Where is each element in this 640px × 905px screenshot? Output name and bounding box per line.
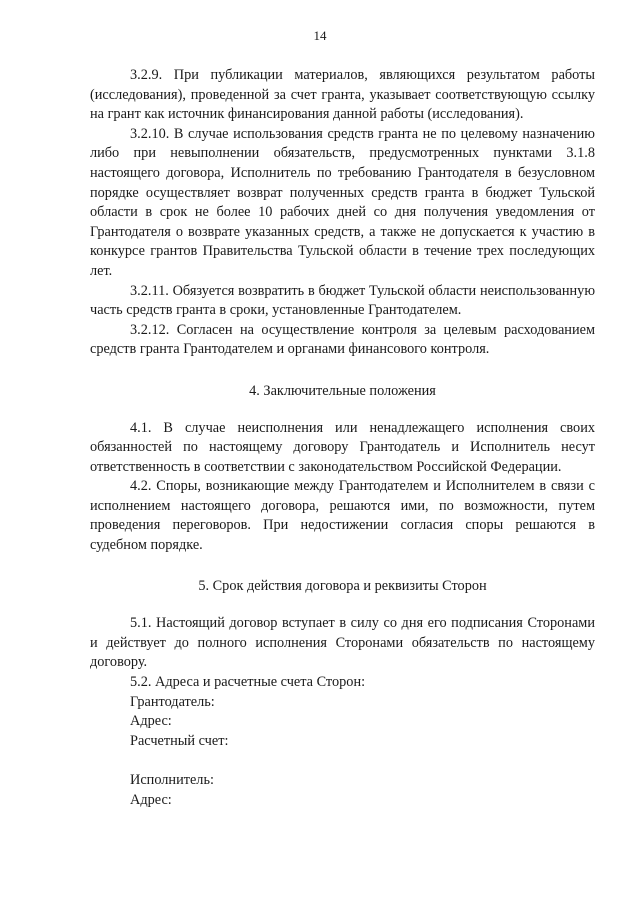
document-body [90,66,595,810]
clause-3-2-12: 3.2.12. Согласен на осуществление контроля за целевым расходованием средств гранта Грантодателем и органами финансового контроля. [90,321,595,358]
clause-4-2: 4.2. Споры, возникающие между Грантодателем и Исполнителем в связи с исполнением настоящего договора, решаются ими, по возможности, путем проведения переговоров. При недостижении согласия споры решаются в судебном порядке. [90,478,595,554]
executor-label: Исполнитель: [130,772,214,788]
executor-address-label: Адрес: [130,791,172,808]
clause-5-2: 5.2. Адреса и расчетные счета Сторон: [130,674,366,691]
grantor-address-label: Адрес: [130,713,172,730]
grantor-label: Грантодатель: [130,693,215,710]
clause-3-2-10: 3.2.10. В случае использования средств гранта не по целевому назначению либо при невыполнении обязательств, предусмотренных пунктами 3.1.8 настоящего договора, Исполнитель по требованию Грантодателя в безусловном порядке осуществляет возврат полученных средств гранта в бюджет Тульской области в срок не более 10 рабочих дней со дня получения уведомления от Грантодателя о возврате указанных средств, а также не допускается к участию в конкурсе грантов Правительства Тульской области в течение трех последующих лет. [90,125,595,279]
page-number: 14 [313,28,327,43]
clause-3-2-9: 3.2.9. При публикации материалов, являющихся результатом работы (исследования), проведенной за счет гранта, указывает соответствующую ссылку на грант как источник финансирования данной работы (исследования). [90,67,595,123]
clause-3-2-11: 3.2.11. Обязуется возвратить в бюджет Тульской области неиспользованную часть средств гранта в сроки, установленные Грантодателем. [90,282,595,319]
section-5-heading: 5. Срок действия договора и реквизиты Сторон [198,577,487,594]
section-4-heading: 4. Заключительные положения [249,382,436,399]
spacer [90,751,595,771]
grantor-account-label: Расчетный счет: [130,732,229,749]
clause-5-1: 5.1. Настоящий договор вступает в силу со дня его подписания Сторонами и действует до полного исполнения Сторонами обязательств по настоящему договору. [90,615,595,671]
clause-4-1: 4.1. В случае неисполнения или ненадлежащего исполнения своих обязанностей по настоящему договору Грантодатель и Исполнитель несут ответственность в соответствии с законодательством Российской Федерации. [90,419,595,475]
